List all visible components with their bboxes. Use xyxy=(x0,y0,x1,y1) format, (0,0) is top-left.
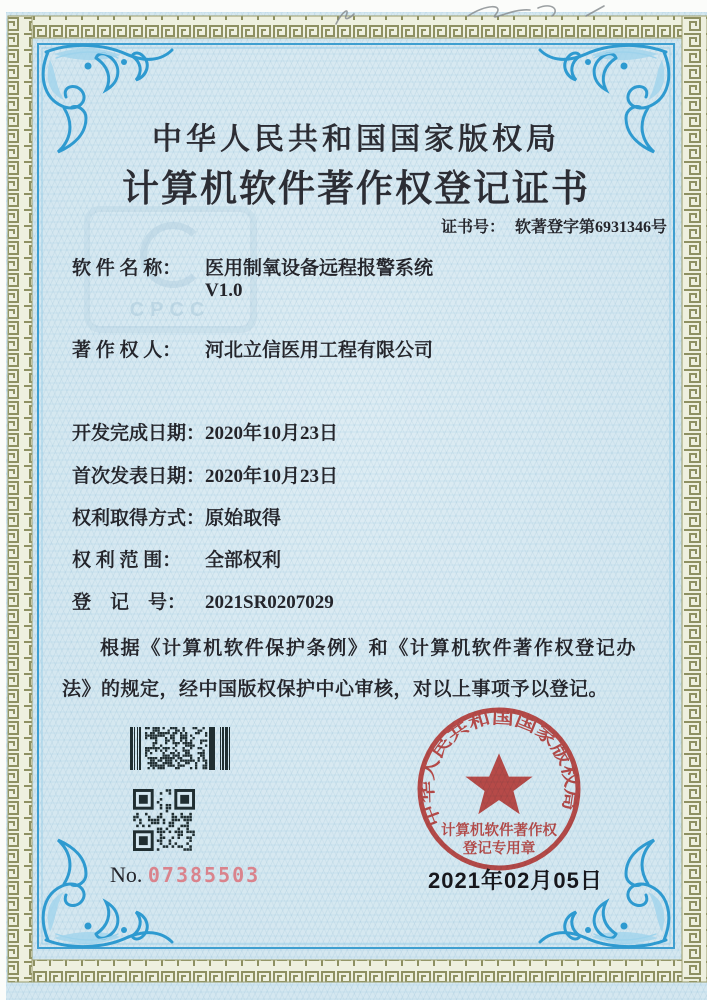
certificate-number-label: 证书号： xyxy=(441,219,506,236)
seal-line1: 计算机软件著作权 xyxy=(441,823,557,839)
field-value: 全部权利 xyxy=(205,550,282,571)
field-label: 首次发表日期： xyxy=(72,466,206,487)
field-label: 软 件 名 称： xyxy=(72,258,182,279)
field-software-name xyxy=(72,253,433,280)
seal-star-icon xyxy=(465,753,532,814)
field-registration-number xyxy=(72,587,334,614)
field-value: 原始取得 xyxy=(205,508,282,529)
field-label: 开发完成日期： xyxy=(72,423,206,444)
field-software-version: V1.0 xyxy=(205,280,243,301)
serial-prefix: No. xyxy=(110,862,143,887)
field-value: 医用制氧设备远程报警系统 xyxy=(205,258,434,279)
field-copyright-owner xyxy=(72,335,433,362)
certificate-number-value: 软著登字第6931346号 xyxy=(515,219,668,236)
cpcc-logo-text: CPCC xyxy=(129,299,211,321)
field-value: 2020年10月23日 xyxy=(205,423,339,444)
serial-number-line xyxy=(110,862,260,888)
corner-ornament-bottom-left xyxy=(43,840,172,947)
field-value: 2021SR0207029 xyxy=(205,592,334,613)
serial-number: 07385503 xyxy=(147,863,261,887)
seal-ring-text: 中华人民共和国国家版权局 xyxy=(416,707,582,830)
field-dev-complete-date xyxy=(72,418,338,445)
field-label: 权 利 范 围： xyxy=(72,550,182,571)
barcode xyxy=(130,727,240,770)
field-label: 权利取得方式： xyxy=(72,508,206,529)
field-rights-acquisition xyxy=(72,503,281,530)
official-seal xyxy=(412,702,586,876)
registration-statement: 根据《计算机软件保护条例》和《计算机软件著作权登记办法》的规定，经中国版权保护中心审核，对以上事项予以登记。 xyxy=(62,638,636,700)
authority-title: 中华人民共和国国家版权局 xyxy=(152,123,560,156)
field-value: 河北立信医用工程有限公司 xyxy=(205,340,434,361)
field-first-publish-date xyxy=(72,461,338,488)
certificate-number-line xyxy=(441,214,667,237)
field-label: 登 记 号： xyxy=(72,592,187,613)
seal-line2: 登记专用章 xyxy=(462,841,536,857)
issue-date: 2021年02月05日 xyxy=(428,868,603,893)
field-label: 著 作 权 人： xyxy=(72,340,182,361)
certificate-title: 计算机软件著作权登记证书 xyxy=(122,169,590,210)
field-value: 2020年10月23日 xyxy=(205,466,339,487)
qr-code xyxy=(133,789,195,851)
field-rights-scope xyxy=(72,545,281,572)
